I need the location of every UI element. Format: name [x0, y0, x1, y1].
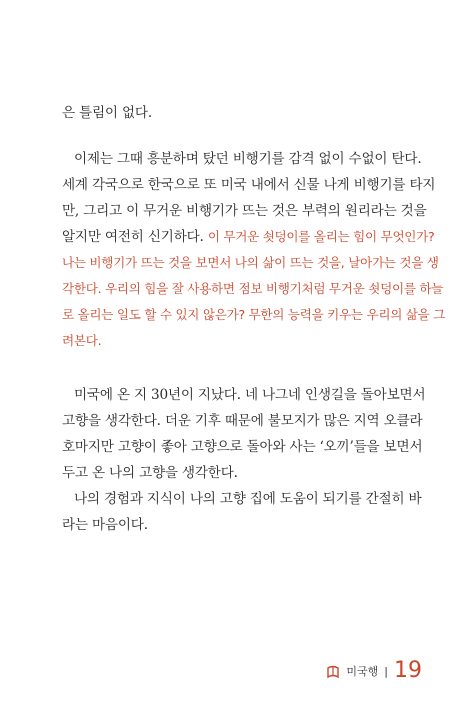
text-line-mixed: [62, 228, 435, 246]
text-line: 미국에 온 지 30년이 지났다. 네 나그네 인생길을 돌아보면서: [74, 387, 426, 403]
page-number: 19: [394, 658, 422, 683]
text-span: 알지만 여전히 신기하다.: [62, 229, 204, 245]
highlight-text: 려본다.: [62, 333, 102, 348]
footer-separator: |: [384, 664, 388, 678]
text-line: 나의 경험과 지식이 나의 고향 집에 도움이 되기를 간절히 바: [74, 491, 422, 507]
highlight-text: 로 올리는 일도 할 수 있지 않은가? 무한의 능력을 키우는 우리의 삶을 그: [62, 307, 446, 322]
highlight-text: 나는 비행기가 뜨는 것을 보면서 나의 삶이 뜨는 것을, 날아가는 것을 생: [62, 255, 439, 270]
text-line: 은 틀림이 없다.: [62, 105, 152, 121]
text-line: 만, 그리고 이 무거운 비행기가 뜨는 것은 부력의 원리라는 것을: [62, 203, 427, 219]
book-logo-icon: [326, 664, 340, 678]
book-title: 미국행: [346, 665, 379, 678]
text-line: 이제는 그때 흥분하며 탔던 비행기를 감격 없이 수없이 탄다.: [74, 151, 422, 167]
highlight-text: 이 무거운 쇳덩이를 올리는 힘이 무엇인가?: [207, 229, 435, 244]
text-line: 세계 각국으로 한국으로 또 미국 내에서 신물 나게 비행기를 타지: [62, 177, 436, 193]
highlight-text: 각한다. 우리의 힘을 잘 사용하면 점보 비행기처럼 무거운 쇳덩이를 하늘: [62, 281, 444, 296]
text-line: 호마지만 고향이 좋아 고향으로 돌아와 사는 ‘오끼’들을 보면서: [62, 439, 423, 455]
text-line: 고향을 생각한다. 더운 기후 때문에 불모지가 많은 지역 오클라: [62, 413, 423, 429]
text-line: 라는 마음이다.: [62, 517, 148, 533]
page-footer: [326, 660, 422, 682]
text-line: 두고 온 나의 고향을 생각한다.: [62, 465, 238, 481]
